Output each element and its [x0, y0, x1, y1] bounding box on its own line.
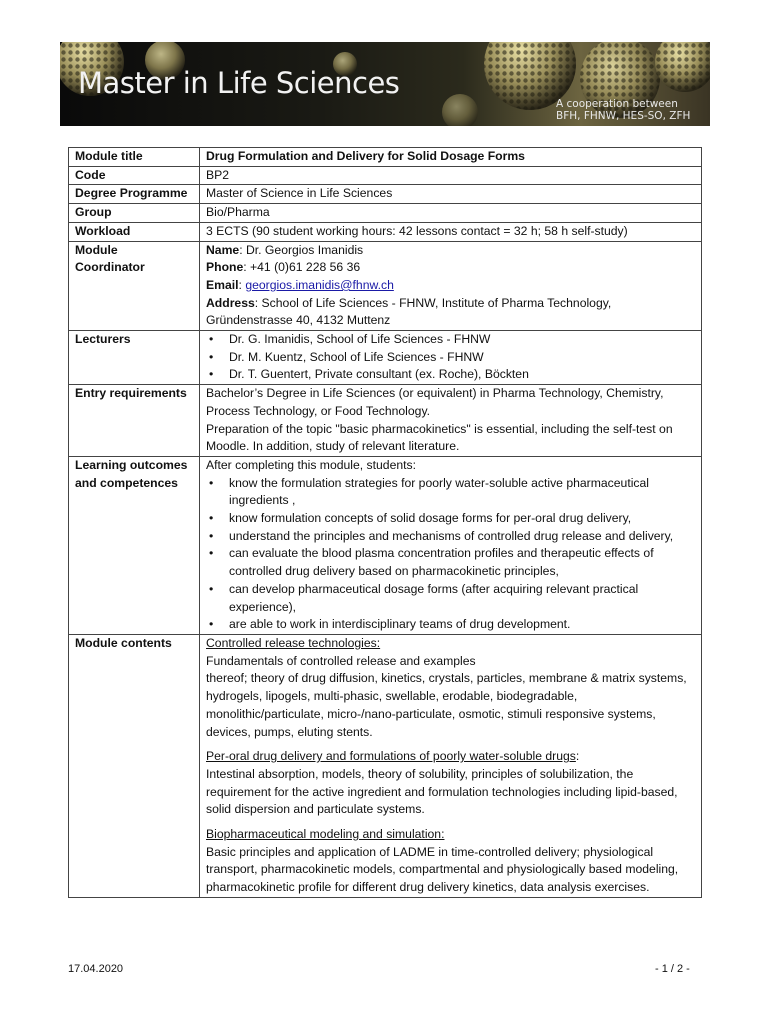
cooperation-line-2: BFH, FHNW, HES-SO, ZFH [556, 110, 691, 122]
coordinator-phone [206, 259, 697, 277]
value-learning-outcomes [200, 456, 702, 634]
coordinator-email-separator: : [238, 277, 246, 292]
footer-page-number: - 1 / 2 - [655, 963, 690, 975]
module-table [68, 147, 702, 898]
coordinator-name-label: Name [206, 242, 240, 257]
label-module-title: Module title [69, 148, 200, 167]
entry-paragraph-2: Preparation of the topic "basic pharmacokinetics" is essential, including the self-test on Moodle. In addition, study of relevant literature. [206, 421, 673, 454]
value-coordinator [200, 241, 702, 331]
label-module-contents: Module contents [69, 634, 200, 897]
coordinator-name-value: : Dr. Georgios Imanidis [239, 242, 364, 257]
label-learning-outcomes [69, 456, 200, 634]
contents-section-3-heading: Biopharmaceutical modeling and simulation: [206, 827, 445, 842]
value-workload: 3 ECTS (90 student working hours: 42 lessons contact = 32 h; 58 h self-study) [200, 222, 702, 241]
coordinator-address-line-1: : School of Life Sciences - FHNW, Institute of Pharma Technology, [254, 295, 612, 310]
label-outcomes-line-2: and competences [75, 475, 178, 490]
contents-section-2-heading: Per-oral drug delivery and formulations of poorly water-soluble drugs [206, 749, 576, 764]
list-item: • Dr. G. Imanidis, School of Life Sciences - FHNW [206, 331, 697, 349]
coordinator-email-link[interactable]: georgios.imanidis@fhnw.ch [245, 277, 394, 292]
label-code: Code [69, 166, 200, 185]
contents-section-3-body: Basic principles and application of LADME in time-controlled delivery; physiological transport, pharmacokinetic models, compartmental and physiologically based modeling, pharmacokinetic profile for different drug delivery kinetics, data analysis exercises. [206, 844, 679, 895]
lecturers-list [206, 331, 697, 384]
label-group: Group [69, 204, 200, 223]
value-lecturers [200, 331, 702, 385]
cooperation-text [556, 98, 690, 122]
footer-date: 17.04.2020 [68, 963, 124, 975]
list-item: • are able to work in interdisciplinary teams of drug development. [206, 616, 697, 634]
row-lecturers [69, 331, 702, 385]
row-workload [69, 222, 702, 241]
coordinator-phone-value: : +41 (0)61 228 56 36 [243, 260, 361, 275]
value-group: Bio/Pharma [200, 204, 702, 223]
row-coordinator [69, 241, 702, 331]
coordinator-email [206, 277, 697, 295]
contents-section-1-body: thereof; theory of drug diffusion, kinetics, crystals, particles, membrane & matrix systems, hydrogels, lipogels, multi-phasic, swellable, erodable, biodegradable, monolithic/particulate, micro-/nano-particulate, osmotic, stimuli responsive systems, devices, pumps, eluting stents. [206, 671, 687, 739]
list-item: • Dr. M. Kuentz, School of Life Sciences - FHNW [206, 349, 697, 367]
label-lecturers: Lecturers [69, 331, 200, 385]
list-item: • can evaluate the blood plasma concentration profiles and therapeutic effects of controlled drug delivery based on pharmacokinetic principles, [206, 545, 697, 580]
coordinator-name [206, 242, 697, 260]
label-degree: Degree Programme [69, 185, 200, 204]
row-code [69, 166, 702, 185]
banner-title: Master in Life Sciences [78, 66, 400, 100]
value-degree: Master of Science in Life Sciences [200, 185, 702, 204]
contents-section-1-heading: Controlled release technologies: [206, 635, 381, 650]
coordinator-email-label: Email [206, 277, 239, 292]
row-learning-outcomes [69, 456, 702, 634]
contents-section-2-colon: : [575, 749, 580, 764]
label-coordinator-line-1: Module [75, 242, 118, 257]
label-outcomes-line-1: Learning outcomes [75, 457, 188, 472]
outcomes-intro: After completing this module, students: [206, 457, 417, 472]
coordinator-address [206, 295, 697, 313]
coordinator-phone-label: Phone [206, 260, 244, 275]
header-banner [60, 42, 710, 126]
value-module-title: Drug Formulation and Delivery for Solid Dosage Forms [200, 148, 702, 167]
entry-paragraph-1: Bachelor’s Degree in Life Sciences (or equivalent) in Pharma Technology, Chemistry, Process Technology, or Food Technology. [206, 386, 664, 418]
cooperation-line-1: A cooperation between [556, 98, 678, 110]
value-code: BP2 [200, 166, 702, 185]
list-item: • know formulation concepts of solid dosage forms for per-oral drug delivery, [206, 510, 697, 528]
list-item: • can develop pharmaceutical dosage forms (after acquiring relevant practical experience), [206, 581, 697, 616]
row-entry-requirements [69, 385, 702, 457]
contents-section-1-line-1: Fundamentals of controlled release and examples [206, 653, 476, 668]
label-coordinator-line-2: Coordinator [75, 260, 145, 275]
list-item: • Dr. T. Guentert, Private consultant (ex. Roche), Böckten [206, 366, 697, 384]
row-degree [69, 185, 702, 204]
list-item: • know the formulation strategies for poorly water-soluble active pharmaceutical ingredients , [206, 475, 697, 510]
value-module-contents [200, 634, 702, 897]
outcomes-list [206, 475, 697, 634]
label-entry-requirements: Entry requirements [69, 385, 200, 457]
label-coordinator [69, 241, 200, 331]
contents-section-2-body: Intestinal absorption, models, theory of solubility, principles of solubilization, the requirement for the active ingredient and formulation technologies including lipid-based, solid dispersion and particulate systems. [206, 766, 678, 817]
row-module-contents [69, 634, 702, 897]
contents-section-2-heading-row [206, 748, 697, 766]
row-group [69, 204, 702, 223]
row-module-title [69, 148, 702, 167]
coordinator-address-line-2: Gründenstrasse 40, 4132 Muttenz [206, 313, 391, 328]
label-workload: Workload [69, 222, 200, 241]
list-item: • understand the principles and mechanisms of controlled drug release and delivery, [206, 528, 697, 546]
value-entry-requirements [200, 385, 702, 457]
coordinator-address-label: Address [206, 295, 255, 310]
